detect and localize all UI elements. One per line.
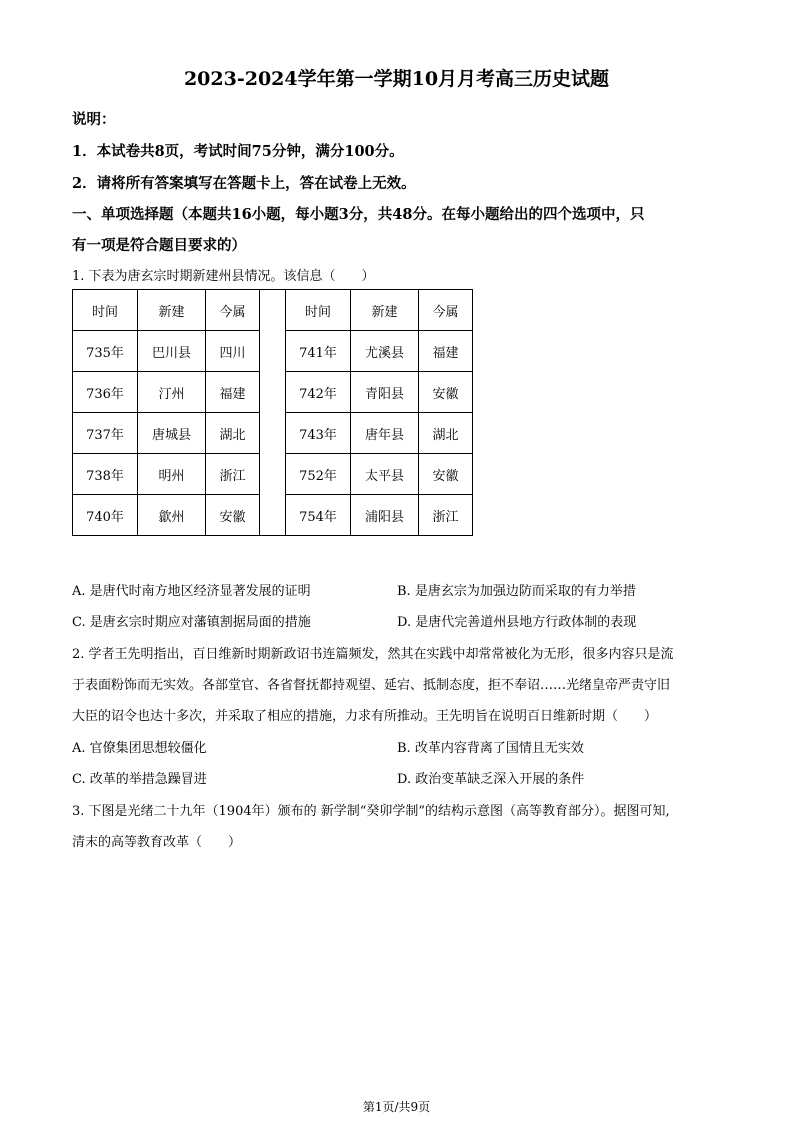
table-cell: 浦阳县 [351,495,419,536]
table-cell: 四川 [206,331,260,372]
q2-option-b: B. 改革内容背离了国情且无实效 [397,741,584,756]
table-header-row [73,290,473,331]
table-cell: 742年 [286,372,351,413]
q2-option-d: D. 政治变革缺乏深入开展的条件 [397,772,585,787]
page-footer: 第1页/共9页 [362,1100,431,1114]
table-cell: 歙州 [138,495,206,536]
q2-option-c: C. 改革的举措急躁冒进 [72,772,207,787]
table-cell: 福建 [206,372,260,413]
table-cell: 752年 [286,454,351,495]
table-cell: 737年 [73,413,138,454]
header-new-right: 新建 [351,290,419,331]
q2-line-1: 2. 学者王先明指出，百日维新时期新政诏书连篇频发，然其在实践中却常常被化为无形，很多内容只是流 [72,647,674,662]
table-cell: 741年 [286,331,351,372]
table-cell: 735年 [73,331,138,372]
table-cell: 738年 [73,454,138,495]
table-cell: 明州 [138,454,206,495]
header-time-left: 时间 [73,290,138,331]
q1-stem: 1. 下表为唐玄宗时期新建州县情况。该信息（ ） [72,269,375,284]
table-cell: 青阳县 [351,372,419,413]
table-spacer-column [260,290,286,536]
header-province-left: 今属 [206,290,260,331]
q2-option-a: A. 官僚集团思想较僵化 [72,741,207,756]
table-cell: 浙江 [419,495,473,536]
header-new-left: 新建 [138,290,206,331]
table-cell: 安徽 [419,454,473,495]
q1-option-b: B. 是唐玄宗为加强边防而采取的有力举措 [397,584,636,599]
table-cell: 浙江 [206,454,260,495]
table-cell: 736年 [73,372,138,413]
table-cell: 安徽 [419,372,473,413]
q2-line-3: 大臣的诏令也达十多次，并采取了相应的措施，力求有所推动。王先明旨在说明百日维新时期（ ） [72,709,658,724]
instruction-line-1: 1．本试卷共8页，考试时间75分钟，满分100分。 [72,143,404,160]
table-cell: 福建 [419,331,473,372]
instruction-line-2: 2．请将所有答案填写在答题卡上，答在试卷上无效。 [72,175,416,192]
header-time-right: 时间 [286,290,351,331]
table-cell: 743年 [286,413,351,454]
q1-table [72,289,473,536]
table-cell: 太平县 [351,454,419,495]
section-heading-line-2: 有一项是符合题目要求的） [72,237,246,254]
instructions-heading: 说明： [72,111,116,128]
q1-option-a: A. 是唐代时南方地区经济显著发展的证明 [72,584,311,599]
table-cell: 汀州 [138,372,206,413]
table-cell: 754年 [286,495,351,536]
table-cell: 安徽 [206,495,260,536]
q3-line-1: 3. 下图是光绪二十九年（1904年）颁布的 新学制“癸卯学制”的结构示意图（高等教育部分）。据图可知, [72,804,670,819]
table-cell: 740年 [73,495,138,536]
page-title: 2023-2024学年第一学期10月月考高三历史试题 [183,68,610,90]
table-cell: 巴川县 [138,331,206,372]
q3-line-2: 清末的高等教育改革（ ） [72,835,242,850]
table-cell: 湖北 [206,413,260,454]
q1-option-c: C. 是唐玄宗时期应对藩镇割据局面的措施 [72,615,311,630]
table-cell: 尤溪县 [351,331,419,372]
section-heading-line-1: 一、单项选择题（本题共16小题，每小题3分，共48分。在每小题给出的四个选项中，只 [72,206,645,223]
q2-line-2: 于表面粉饰而无实效。各部堂官、各省督抚都持观望、延宕、抵制态度，拒不奉诏……光绪皇帝严责守旧 [72,678,671,693]
table-cell: 湖北 [419,413,473,454]
header-province-right: 今属 [419,290,473,331]
table-cell: 唐年县 [351,413,419,454]
q1-option-d: D. 是唐代完善道州县地方行政体制的表现 [397,615,637,630]
table-cell: 唐城县 [138,413,206,454]
